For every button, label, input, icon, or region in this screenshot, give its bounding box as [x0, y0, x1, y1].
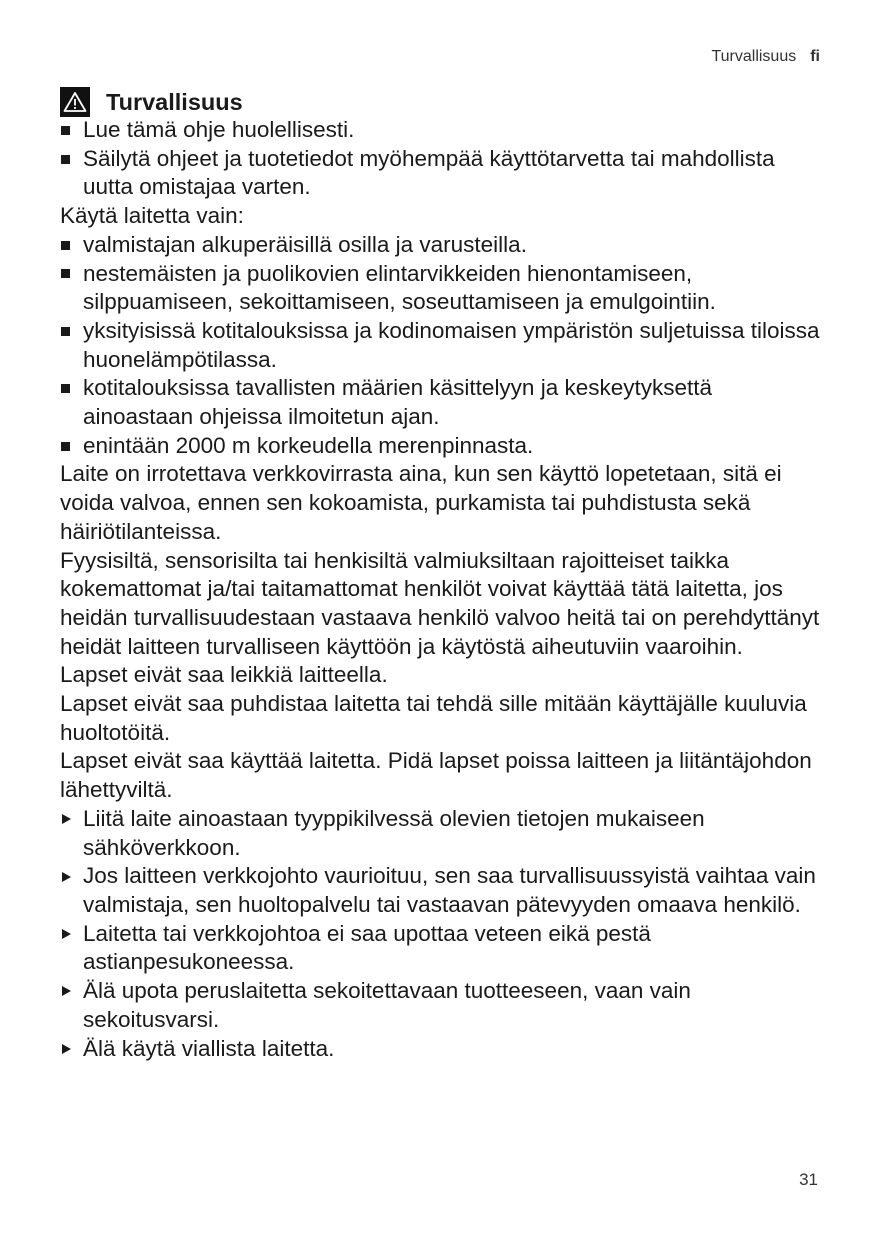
section-title: Turvallisuus	[106, 88, 243, 115]
bullet-square-icon	[61, 260, 77, 289]
action-item	[60, 862, 820, 919]
list-item-text: valmistajan alkuperäisillä osilla ja varusteilla.	[83, 231, 527, 257]
bullet-square-icon	[61, 432, 77, 461]
list-item	[60, 317, 820, 374]
action-item-text: Laitetta tai verkkojohtoa ei saa upottaa veteen eikä pestä astianpesukoneessa.	[83, 920, 651, 975]
list-item	[60, 432, 820, 461]
action-item-text: Jos laitteen verkkojohto vaurioituu, sen saa turvallisuussyistä vaihtaa vain valmistaja, sen huoltopalvelu tai vastaavan pätevyyden omaava henkilö.	[83, 863, 816, 917]
intro-list	[60, 116, 820, 202]
running-header-section: Turvallisuus	[711, 48, 797, 65]
bullet-square-icon	[61, 374, 77, 403]
paragraph-disconnect: Laite on irrotettava verkkovirrasta aina, kun sen käyttö lopetetaan, sitä ei voida valvoa, ennen sen kokoamista, purkamista tai puhdistusta sekä häiriötilanteissa.	[60, 461, 782, 544]
action-item	[60, 977, 820, 1034]
list-item	[60, 145, 820, 202]
warning-icon	[60, 87, 90, 117]
paragraph-children-cleaning: Lapset eivät saa puhdistaa laitetta tai tehdä sille mitään käyttäjälle kuuluvia huoltotöitä.	[60, 691, 807, 745]
language-code: fi	[810, 48, 820, 65]
paragraph-children-play: Lapset eivät saa leikkiä laitteella.	[60, 662, 388, 688]
bullet-square-icon	[61, 317, 77, 346]
bullet-arrow-icon	[61, 920, 77, 949]
page-number: 31	[799, 1170, 818, 1189]
bullet-arrow-icon	[61, 862, 77, 891]
safety-section	[60, 84, 820, 1063]
list-item	[60, 374, 820, 431]
list-item	[60, 260, 820, 317]
list-item-text: yksityisissä kotitalouksissa ja kodinomaisen ympäristön suljetuissa tiloissa huonelämpötilassa.	[83, 317, 820, 372]
action-item	[60, 920, 820, 977]
list-item-text: kotitalouksissa tavallisten määrien käsittelyyn ja keskeytyksettä ainoastaan ohjeissa ilmoitetun ajan.	[83, 375, 713, 430]
list-item-text: nestemäisten ja puolikovien elintarvikkeiden hienontamiseen, silppuamiseen, sekoittamiseen, soseuttamiseen ja emulgointiin.	[83, 260, 716, 315]
paragraph-supervision: Fyysisiltä, sensorisilta tai henkisiltä valmiuksiltaan rajoitteiset taikka kokemattomat ja/tai taitamattomat henkilöt voivat käyttää tätä laitetta, jos heidän turvallisuudestaan vastaava henkilö valvoo heitä tai on perehdyttänyt heidät laitteen turvalliseen käyttöön ja käytöstä aiheutuviin vaaroihin.	[60, 547, 820, 659]
section-heading	[60, 84, 820, 120]
bullet-arrow-icon	[61, 1035, 77, 1064]
list-item-text: Lue tämä ohje huolellisesti.	[83, 117, 355, 142]
running-header	[711, 48, 820, 66]
action-list	[60, 805, 820, 1063]
list-item	[60, 116, 820, 145]
action-item-text: Älä käytä viallista laitetta.	[83, 1035, 335, 1061]
bullet-arrow-icon	[61, 805, 77, 834]
list-item-text: enintään 2000 m korkeudella merenpinnasta.	[83, 432, 534, 458]
bullet-square-icon	[61, 145, 77, 174]
action-item	[60, 805, 820, 862]
use-only-list	[60, 231, 820, 461]
use-only-label: Käytä laitetta vain:	[60, 203, 244, 229]
bullet-square-icon	[61, 231, 77, 260]
paragraph-children-use: Lapset eivät saa käyttää laitetta. Pidä lapset poissa laitteen ja liitäntäjohdon lähettyviltä.	[60, 748, 812, 803]
list-item	[60, 231, 820, 260]
action-item-text: Liitä laite ainoastaan tyyppikilvessä olevien tietojen mukaiseen sähköverkkoon.	[83, 805, 705, 860]
action-item	[60, 1035, 820, 1064]
bullet-square-icon	[61, 116, 77, 145]
bullet-arrow-icon	[61, 977, 77, 1006]
action-item-text: Älä upota peruslaitetta sekoitettavaan tuotteeseen, vaan vain sekoitusvarsi.	[83, 978, 691, 1032]
list-item-text: Säilytä ohjeet ja tuotetiedot myöhempää käyttötarvetta tai mahdollista uutta omistajaa varten.	[83, 145, 775, 200]
